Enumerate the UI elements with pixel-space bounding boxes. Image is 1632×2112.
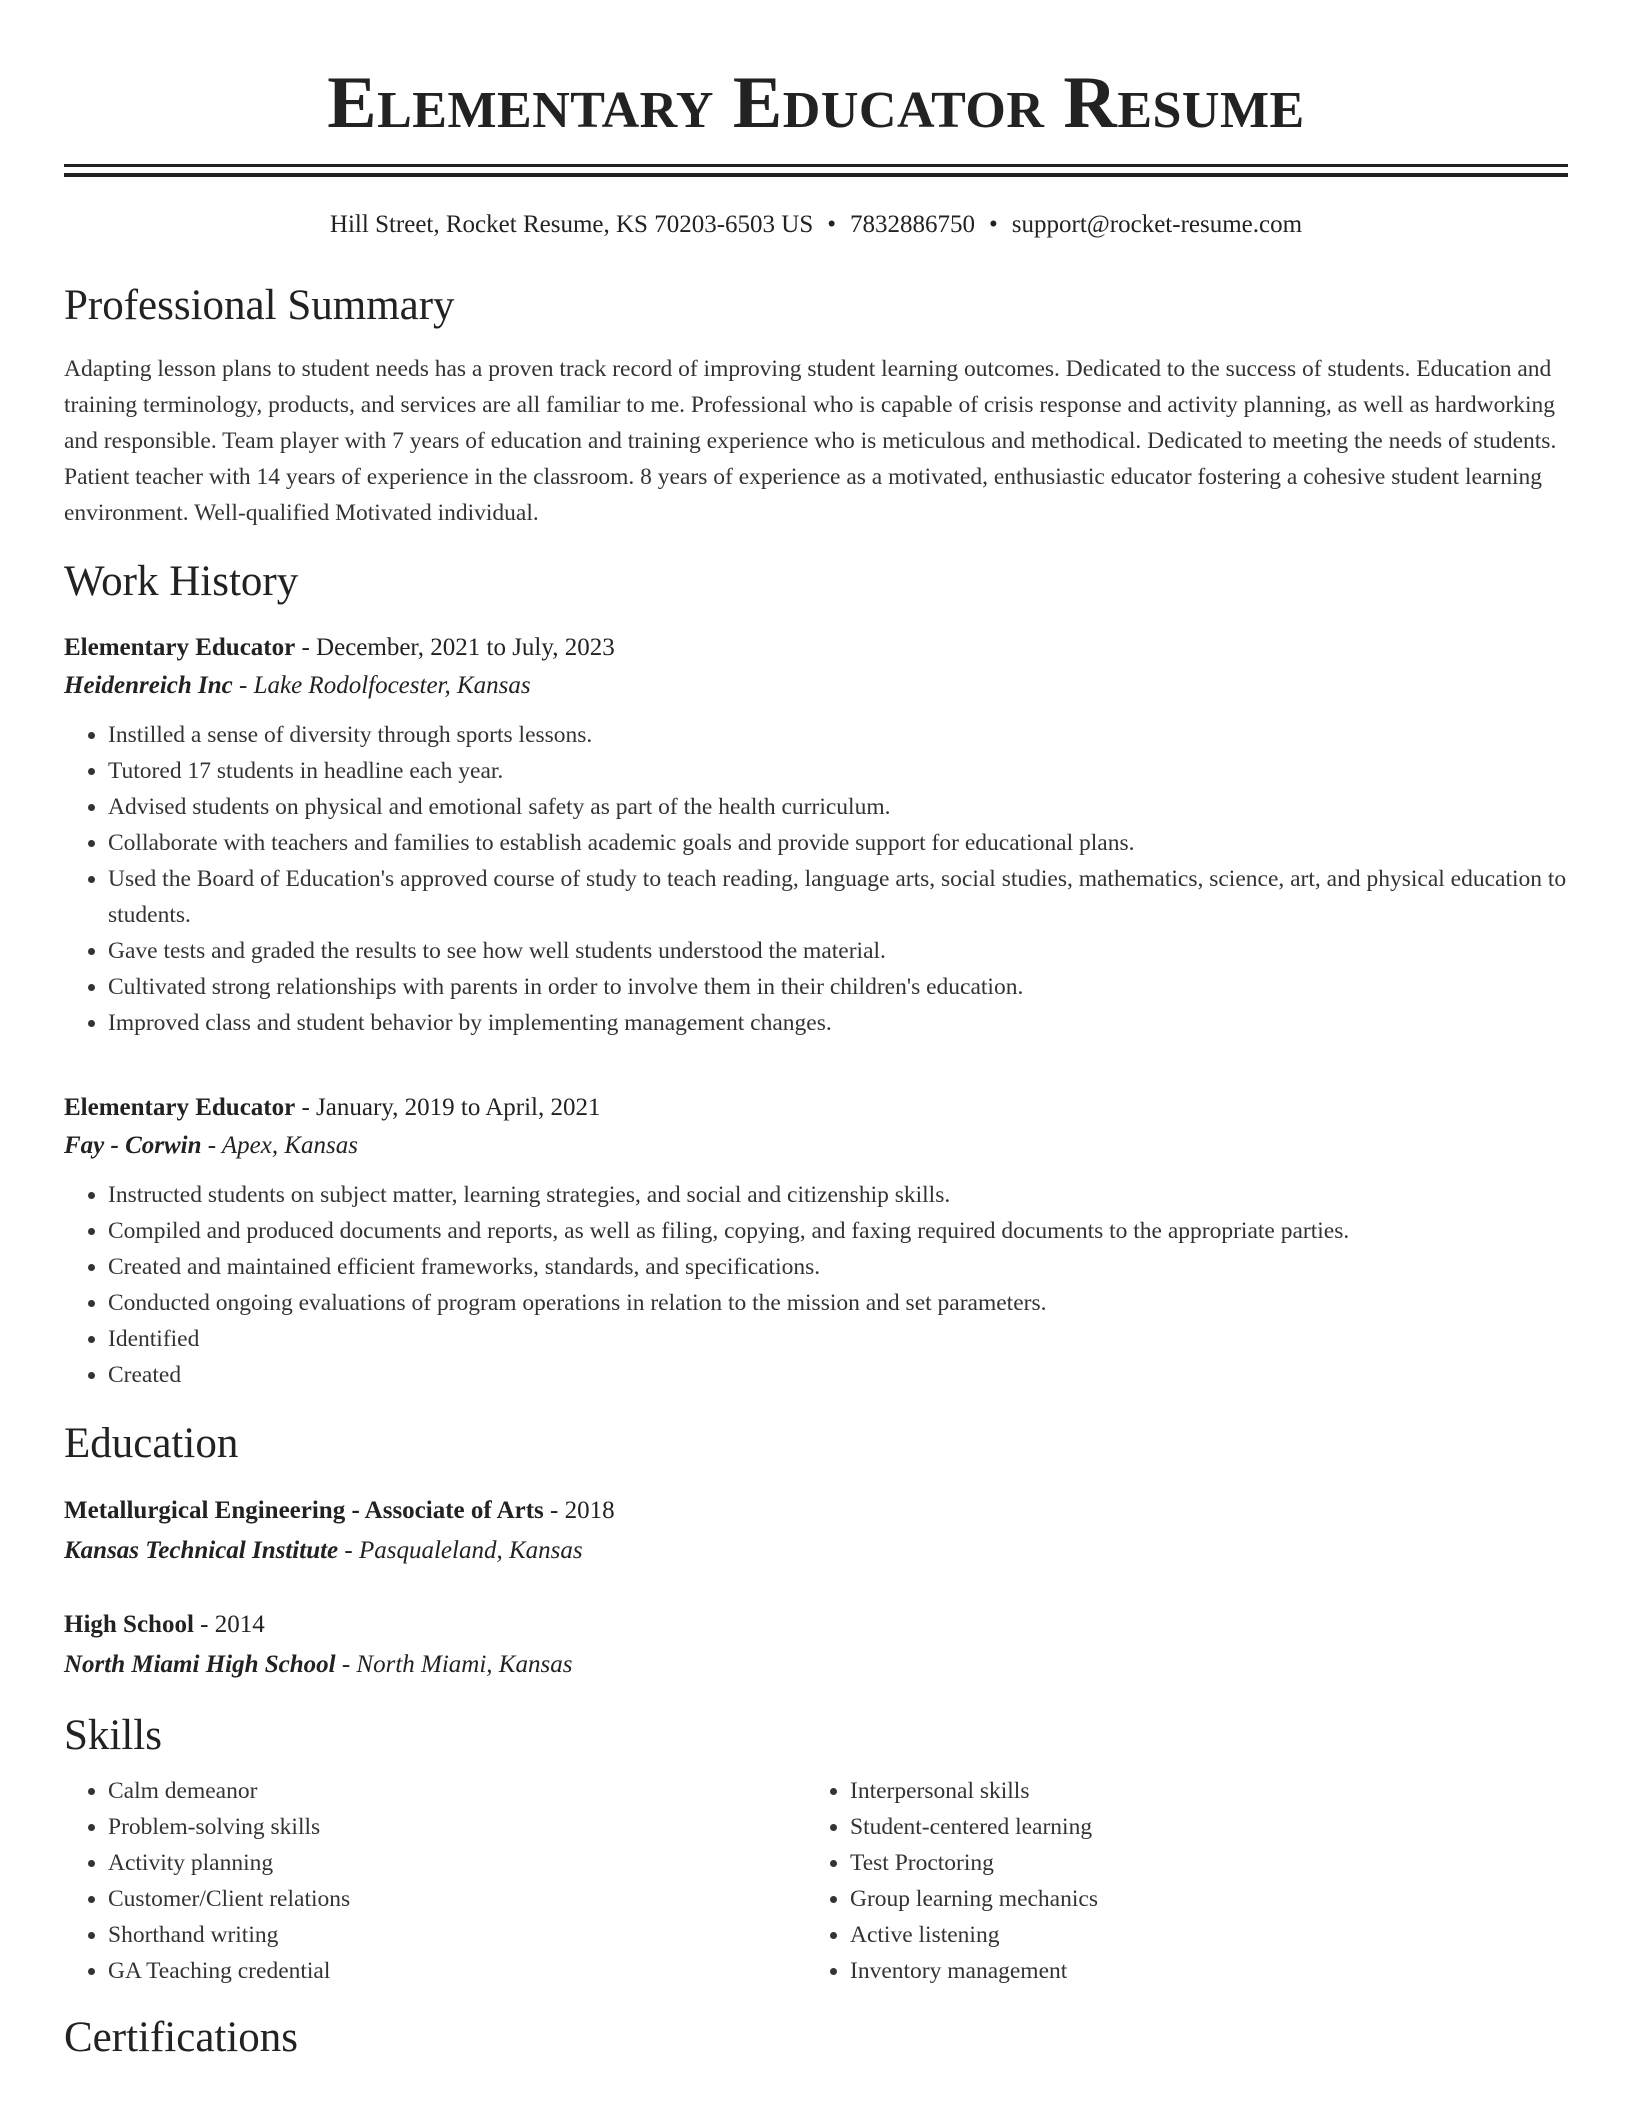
job-bullets <box>64 717 1568 1041</box>
education-degree: Metallurgical Engineering - Associate of Arts <box>64 1497 544 1524</box>
job-dates: - December, 2021 to July, 2023 <box>295 634 615 661</box>
job-title: Elementary Educator <box>64 634 296 661</box>
education-degree: High School <box>64 1611 194 1638</box>
job-company: Heidenreich Inc <box>64 672 233 699</box>
job-company: Fay - Corwin <box>64 1132 202 1159</box>
job-bullets <box>64 1177 1568 1393</box>
contact-separator: • <box>989 211 998 238</box>
job-bullet: • Conducted ongoing evaluations of program operations in relation to the mission and set parameters. <box>108 1285 1568 1321</box>
section-heading-summary: Professional Summary <box>64 282 455 329</box>
job-title-line <box>64 1089 1568 1127</box>
education-year: - 2018 <box>543 1497 615 1524</box>
resume-title: Elementary Educator Resume <box>327 62 1305 144</box>
education-school-line <box>64 1645 1568 1685</box>
job-location: - Apex, Kansas <box>201 1132 359 1159</box>
skill-item: • Test Proctoring <box>850 1845 1098 1881</box>
job-bullet: • Improved class and student behavior by implementing management changes. <box>108 1005 1568 1041</box>
section-heading-work-history: Work History <box>64 558 299 605</box>
job-bullet: • Tutored 17 students in headline each year. <box>108 753 1568 789</box>
contact-phone: 7832886750 <box>850 211 975 238</box>
skill-item: • Student-centered learning <box>850 1809 1098 1845</box>
contact-email[interactable]: support@rocket-resume.com <box>1011 211 1303 238</box>
section-heading-education: Education <box>64 1420 239 1467</box>
job-entry <box>64 629 1568 1041</box>
skills-columns <box>64 1773 1568 1989</box>
job-bullet: • Advised students on physical and emotional safety as part of the health curriculum. <box>108 789 1568 825</box>
skill-item: • GA Teaching credential <box>108 1953 806 1989</box>
job-bullet: • Compiled and produced documents and reports, as well as filing, copying, and faxing required documents to the appropriate parties. <box>108 1213 1568 1249</box>
education-location: - Pasqualeland, Kansas <box>338 1537 583 1564</box>
job-bullet: • Created <box>108 1357 1568 1393</box>
education-school: Kansas Technical Institute <box>64 1537 339 1564</box>
job-bullet: • Created and maintained efficient frameworks, standards, and specifications. <box>108 1249 1568 1285</box>
education-degree-line <box>64 1491 1568 1531</box>
section-heading-skills: Skills <box>64 1712 162 1759</box>
skills-list-left <box>64 1773 806 1989</box>
job-entry <box>64 1089 1568 1393</box>
education-location: - North Miami, Kansas <box>335 1651 573 1678</box>
job-bullet: • Used the Board of Education's approved course of study to teach reading, language arts, social studies, mathematics, science, art, and physical education to students. <box>108 861 1568 933</box>
job-bullet: • Instructed students on subject matter, learning strategies, and social and citizenship skills. <box>108 1177 1568 1213</box>
skill-item: • Calm demeanor <box>108 1773 806 1809</box>
education-entry <box>64 1491 1568 1571</box>
job-bullet: • Collaborate with teachers and families to establish academic goals and provide support for educational plans. <box>108 825 1568 861</box>
job-bullet: • Gave tests and graded the results to see how well students understood the material. <box>108 933 1568 969</box>
contact-separator: • <box>827 211 836 238</box>
title-rule-bottom <box>64 173 1568 177</box>
education-degree-line <box>64 1605 1568 1645</box>
skill-item: • Shorthand writing <box>108 1917 806 1953</box>
contact-line <box>64 209 1568 241</box>
contact-address: Hill Street, Rocket Resume, KS 70203-6503 US <box>329 211 814 238</box>
education-entry <box>64 1605 1568 1685</box>
skill-item: • Activity planning <box>108 1845 806 1881</box>
job-location: - Lake Rodolfocester, Kansas <box>232 672 531 699</box>
job-dates: - January, 2019 to April, 2021 <box>295 1094 601 1121</box>
title-rule-top <box>64 164 1568 167</box>
skill-item: • Active listening <box>850 1917 1098 1953</box>
job-bullet: • Cultivated strong relationships with parents in order to involve them in their children's education. <box>108 969 1568 1005</box>
skill-item: • Inventory management <box>850 1953 1098 1989</box>
job-company-line <box>64 1127 1568 1165</box>
section-heading-certifications: Certifications <box>64 2014 299 2061</box>
skill-item: • Interpersonal skills <box>850 1773 1098 1809</box>
skill-item: • Group learning mechanics <box>850 1881 1098 1917</box>
summary-text: Adapting lesson plans to student needs has a proven track record of improving student learning outcomes. Dedicated to the success of students. Education and training terminology, products, and services are all familiar to me. Professional who is capable of crisis response and activity planning, as well as hardworking and responsible. Team player with 7 years of education and training experience who is meticulous and methodical. Dedicated to meeting the needs of students. Patient teacher with 14 years of experience in the classroom. 8 years of experience as a motivated, enthusiastic educator fostering a cohesive student learning environment. Well-qualified Motivated individual. <box>64 356 1557 526</box>
job-bullet: • Instilled a sense of diversity through sports lessons. <box>108 717 1568 753</box>
education-year: - 2014 <box>193 1611 265 1638</box>
job-company-line <box>64 667 1568 705</box>
skill-item: • Customer/Client relations <box>108 1881 806 1917</box>
skill-item: • Problem-solving skills <box>108 1809 806 1845</box>
skills-list-right <box>806 1773 1098 1989</box>
job-bullet: • Identified <box>108 1321 1568 1357</box>
education-school: North Miami High School <box>64 1651 336 1678</box>
education-school-line <box>64 1531 1568 1571</box>
job-title-line <box>64 629 1568 667</box>
job-title: Elementary Educator <box>64 1094 296 1121</box>
